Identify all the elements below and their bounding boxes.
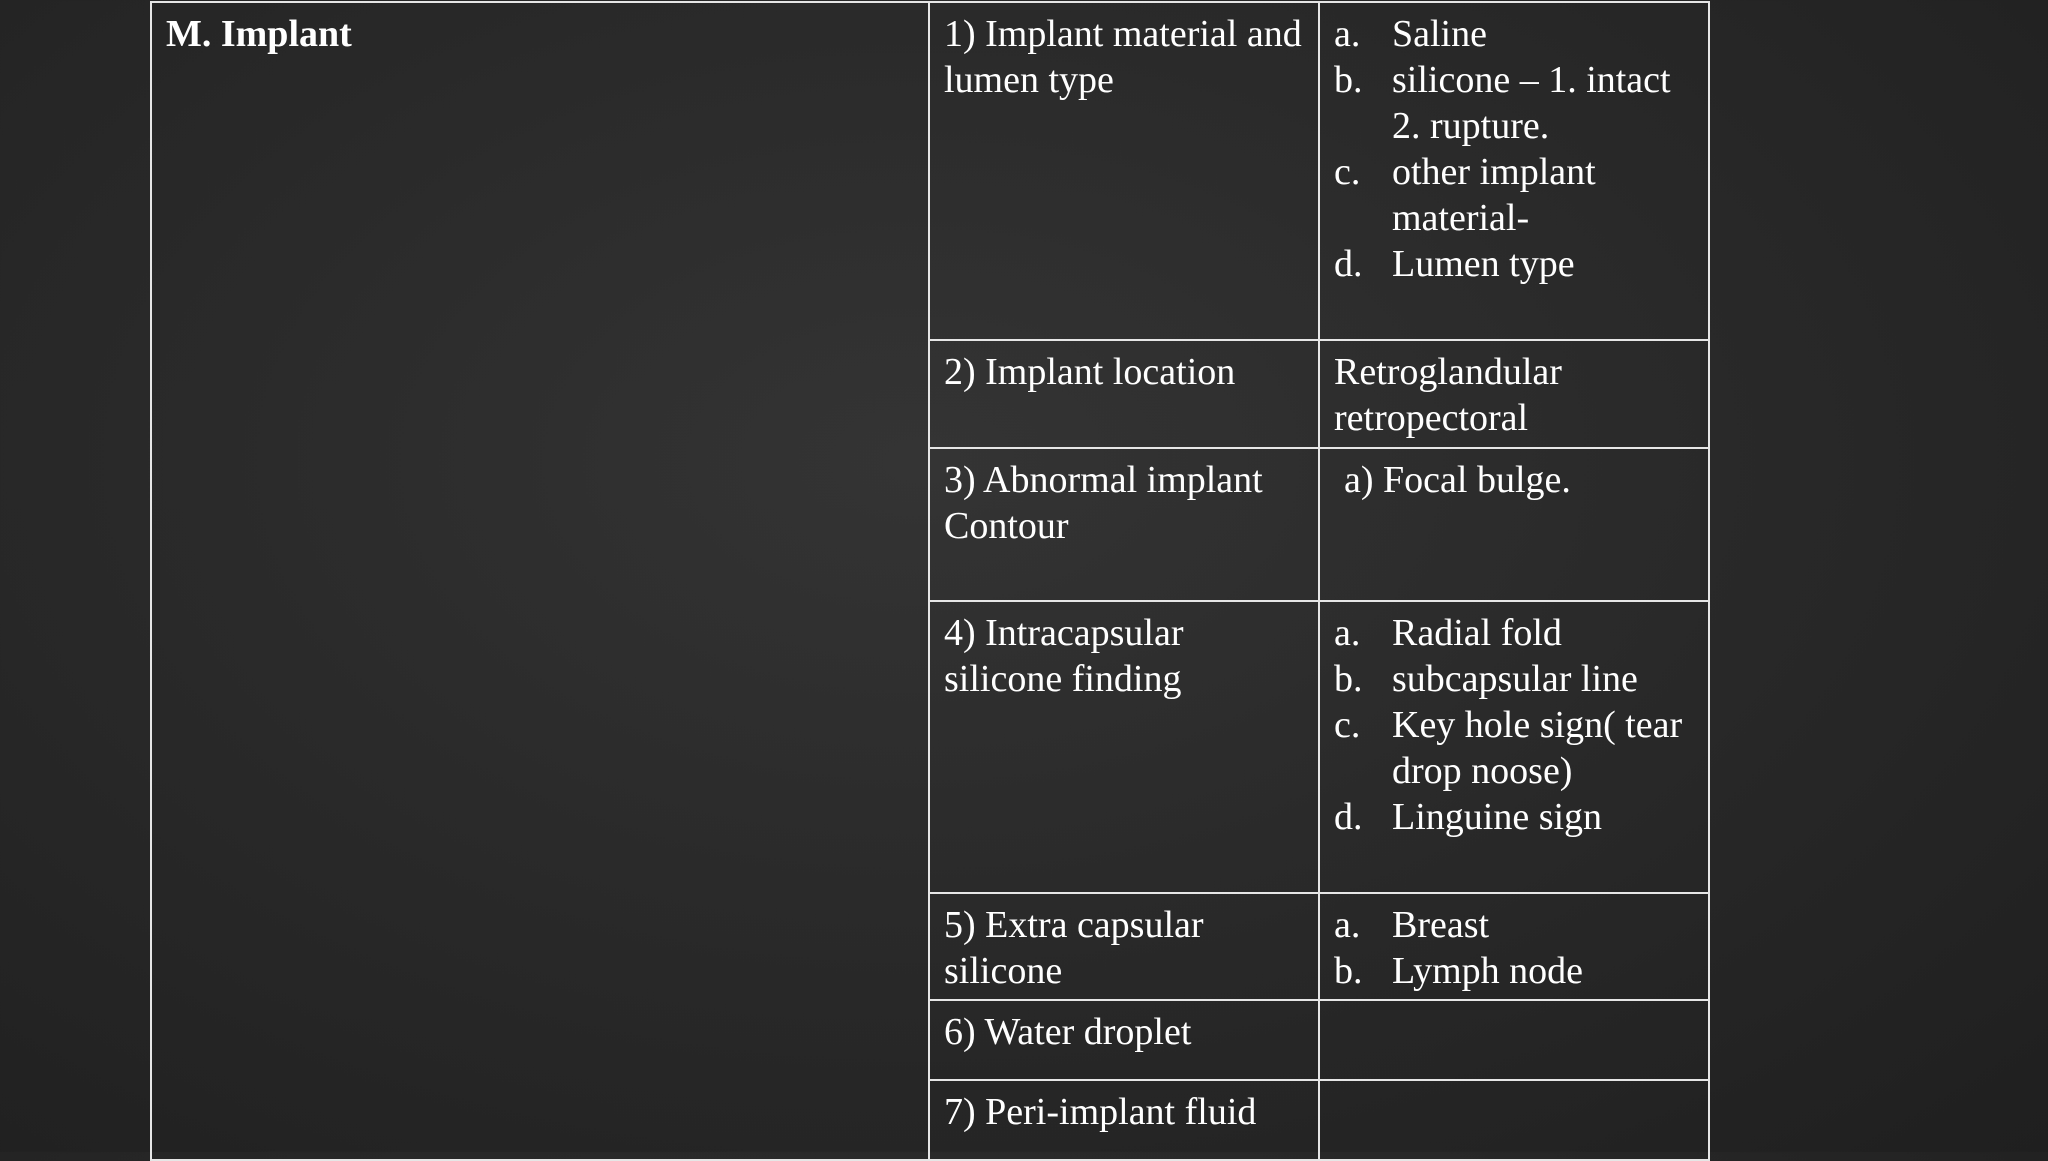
list-marker: d. <box>1334 243 1363 285</box>
row-label-cell <box>929 1000 1319 1080</box>
row-label-cell <box>929 2 1319 340</box>
list-text: Breast <box>1392 904 1490 946</box>
row-detail-cell <box>1319 448 1709 601</box>
row-detail-cell <box>1319 1000 1709 1080</box>
list-item <box>1334 902 1694 948</box>
detail-list <box>1334 902 1694 994</box>
table-row <box>151 2 1709 340</box>
row-label: 5) Extra capsular silicone <box>944 904 1204 992</box>
list-item <box>1334 794 1694 840</box>
list-text: other implant material- <box>1392 151 1596 239</box>
row-label: 1) Implant material and lumen type <box>944 13 1302 101</box>
detail-line: a) Focal bulge. <box>1344 459 1571 501</box>
list-text: Linguine sign <box>1392 796 1603 838</box>
row-detail-cell <box>1319 1080 1709 1160</box>
list-item <box>1334 610 1694 656</box>
detail-line: retropectoral <box>1334 397 1529 439</box>
list-item <box>1334 57 1694 149</box>
list-marker: b. <box>1334 658 1363 700</box>
row-label-cell <box>929 1080 1319 1160</box>
detail-line: Retroglandular <box>1334 351 1562 393</box>
row-detail-cell <box>1319 2 1709 340</box>
row-label-cell <box>929 893 1319 1000</box>
row-detail-cell <box>1319 601 1709 893</box>
list-item <box>1334 11 1694 57</box>
list-item <box>1334 241 1694 287</box>
row-label-cell <box>929 340 1319 448</box>
list-text: Lumen type <box>1392 243 1575 285</box>
row-label: 2) Implant location <box>944 351 1236 393</box>
row-detail-cell <box>1319 893 1709 1000</box>
implant-findings-table <box>150 1 1710 1161</box>
list-text: Saline <box>1392 13 1487 55</box>
list-text: silicone – 1. intact 2. rupture. <box>1392 59 1671 147</box>
row-detail-cell <box>1319 340 1709 448</box>
row-label: 3) Abnormal implant Contour <box>944 459 1263 547</box>
row-label-cell <box>929 601 1319 893</box>
list-item <box>1334 948 1694 994</box>
list-marker: a. <box>1334 612 1361 654</box>
detail-list <box>1334 11 1694 287</box>
row-label-cell <box>929 448 1319 601</box>
list-text: Radial fold <box>1392 612 1562 654</box>
row-label: 4) Intracapsular silicone finding <box>944 612 1184 700</box>
section-title: M. Implant <box>166 13 352 55</box>
list-marker: c. <box>1334 704 1361 746</box>
list-marker: a. <box>1334 904 1361 946</box>
list-item <box>1334 656 1694 702</box>
list-text: Lymph node <box>1392 950 1584 992</box>
list-text: Key hole sign( tear drop noose) <box>1392 704 1683 792</box>
detail-list <box>1334 610 1694 840</box>
list-text: subcapsular line <box>1392 658 1638 700</box>
list-item <box>1334 702 1694 794</box>
list-marker: b. <box>1334 59 1363 101</box>
list-marker: b. <box>1334 950 1363 992</box>
section-cell <box>151 2 929 1160</box>
list-marker: c. <box>1334 151 1361 193</box>
list-marker: a. <box>1334 13 1361 55</box>
list-item <box>1334 149 1694 241</box>
list-marker: d. <box>1334 796 1363 838</box>
row-label: 6) Water droplet <box>944 1011 1192 1053</box>
row-label: 7) Peri-implant fluid <box>944 1091 1257 1133</box>
